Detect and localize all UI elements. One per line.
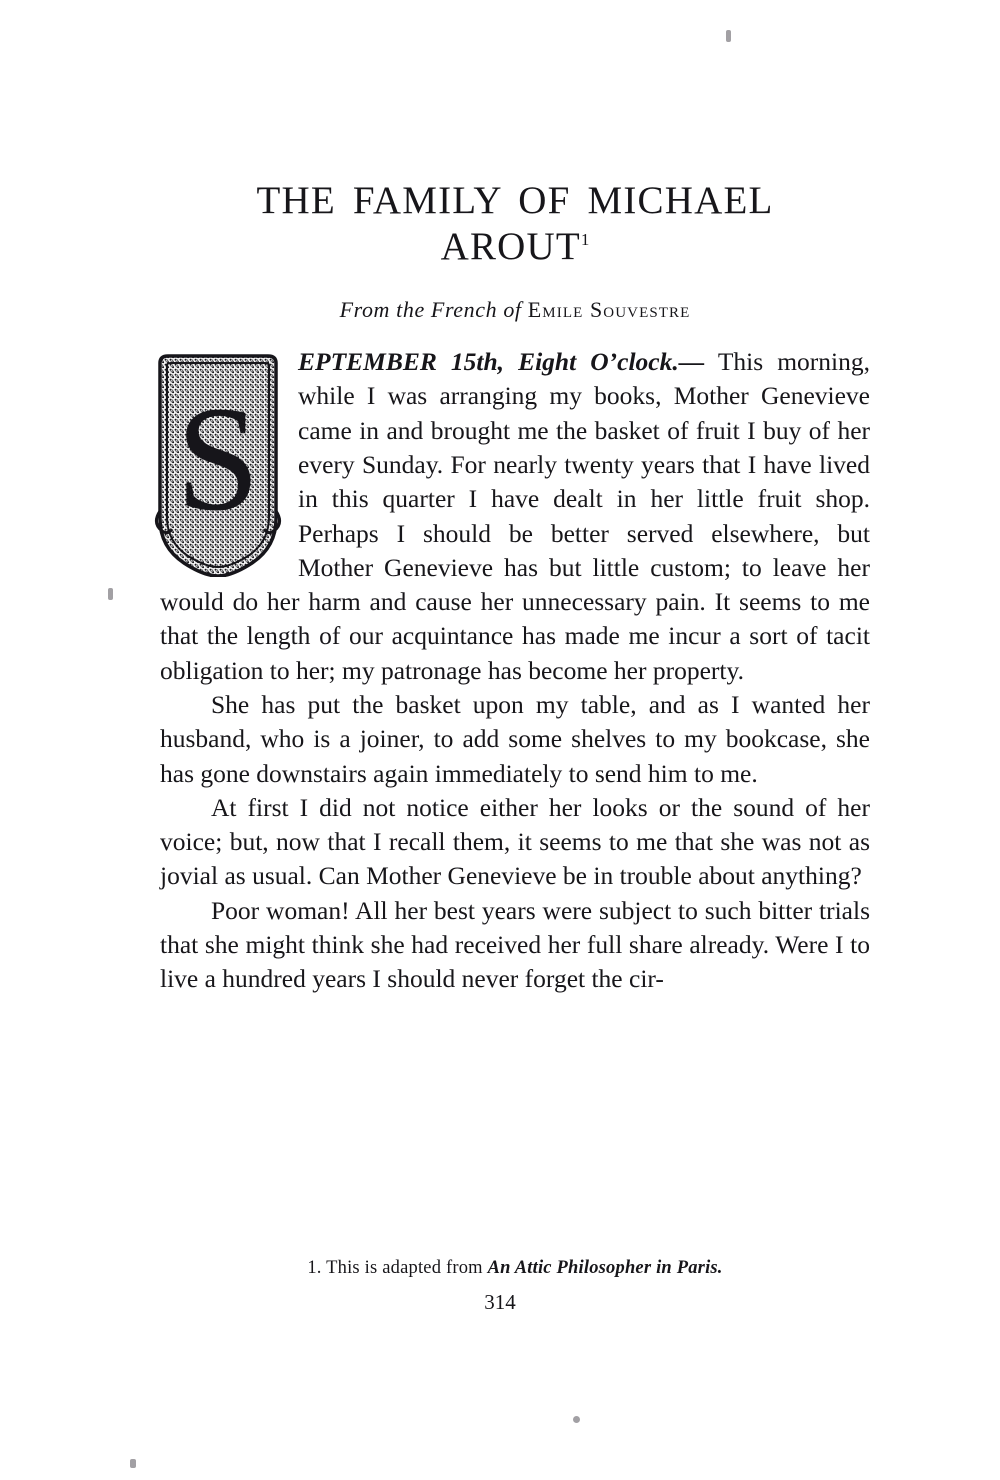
- page-title: [160, 178, 870, 270]
- paragraph-2: She has put the basket upon my table, and as I wanted her husband, who is a joiner, to add some shelves to my bookcase, she has gone downstairs again immediately to send him to me.: [160, 690, 870, 788]
- decorated-dropcap: [152, 351, 284, 577]
- dropcap-letter: S: [176, 376, 260, 543]
- page-title-line-1: THE FAMILY OF MICHAEL: [256, 179, 774, 222]
- scan-speck: [130, 1459, 136, 1468]
- scan-speck: [726, 30, 731, 42]
- opening-line: EPTEMBER 15th, Eight O’clock.—: [298, 347, 705, 377]
- page-number: 314: [484, 1290, 516, 1314]
- footnote-marker: 1.: [307, 1258, 322, 1278]
- paragraph-3: At first I did not notice either her looks or the sound of her voice; but, now that I recall them, it seems to me that she was not as jovial as usual. Can Mother Genevieve be in trouble about anything?: [160, 792, 870, 891]
- scan-speck: [108, 588, 113, 600]
- footnote-text: This is adapted from: [326, 1258, 488, 1278]
- page-title-line-2: AROUT: [440, 225, 581, 269]
- paragraph-4: Poor woman! All her best years were subject to such bitter trials that she might think she had received her full share already. Were I to live a hundred years I should never forget the cir-: [160, 895, 870, 994]
- dropcap-ornament-icon: [152, 351, 284, 577]
- scan-speck: [573, 1416, 580, 1423]
- title-footnote-marker: 1: [580, 230, 590, 250]
- byline-author: Emile Souvestre: [527, 297, 691, 323]
- byline: [160, 297, 870, 323]
- footnote: [160, 1258, 870, 1279]
- page-content: [160, 178, 870, 997]
- paragraph-1-text: This morning, while I was arranging my books, Mother Genevieve came in and brought me the basket of fruit I buy of her every Sunday. For nearly twenty years that I have lived in this quarter I have dealt in her little fruit shop. Perhaps I should be better served elsewhere, but Mother Genevieve has but little custom; to leave her would do her harm and cause her unnecessary pain. It seems to me that the length of our acquintance has made me incur a sort of tacit obligation to her; my patronage has become her property.: [160, 347, 871, 685]
- byline-prefix: From the French of: [339, 297, 528, 323]
- body-text: [160, 345, 870, 997]
- footnote-source-title: An Attic Philosopher in Paris.: [487, 1258, 723, 1278]
